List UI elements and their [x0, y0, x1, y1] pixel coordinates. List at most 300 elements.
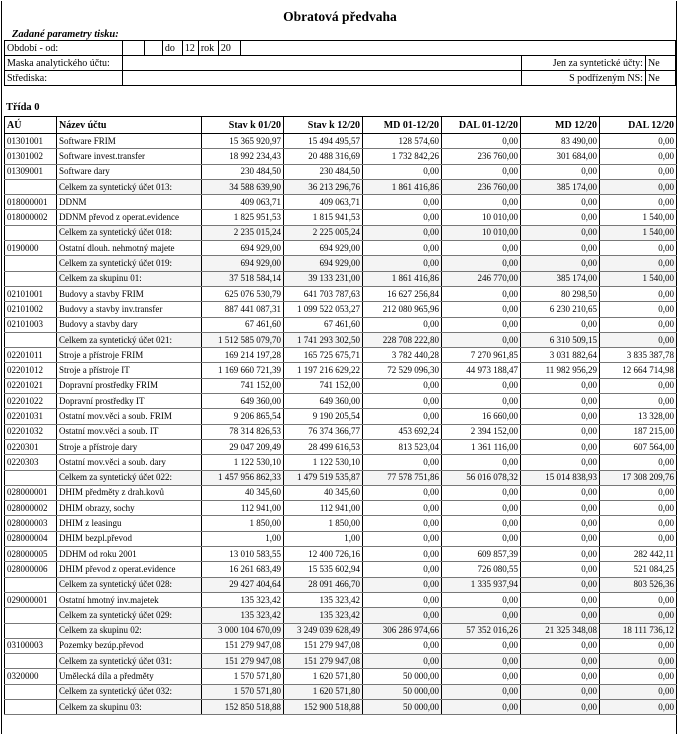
md-month-cell: 0,00 [521, 424, 600, 439]
md-month-cell: 21 325 348,08 [521, 623, 600, 638]
subtotal-row [5, 271, 677, 286]
centers-value [122, 71, 521, 86]
balance-start-cell: 151 279 947,08 [202, 638, 284, 653]
md-period-cell: 50 000,00 [363, 684, 442, 699]
account-name-cell: Celkem za syntetický účet 013: [57, 179, 202, 194]
md-month-cell: 385 174,00 [521, 179, 600, 194]
dal-month-cell: 0,00 [600, 699, 677, 714]
col-header-dal-period: DAL 01-12/20 [442, 117, 521, 134]
balance-end-cell: 649 360,00 [284, 394, 363, 409]
account-name-cell: Celkem za syntetický účet 019: [57, 256, 202, 271]
dal-period-cell: 609 857,39 [442, 547, 521, 562]
balance-end-cell: 12 400 726,16 [284, 547, 363, 562]
dal-month-cell: 0,00 [600, 669, 677, 684]
account-number-cell: 018000001 [5, 195, 57, 210]
account-number-cell: 0190000 [5, 241, 57, 256]
account-number-cell: 02201021 [5, 378, 57, 393]
md-period-cell: 0,00 [363, 317, 442, 332]
dal-period-cell: 10 010,00 [442, 225, 521, 240]
period-from-year [144, 41, 162, 56]
dal-month-cell: 0,00 [600, 501, 677, 516]
dal-period-cell: 0,00 [442, 332, 521, 347]
account-name-cell: Stroje a přístroje IT [57, 363, 202, 378]
md-period-cell: 0,00 [363, 455, 442, 470]
account-name-cell: DHIM bezpl.převod [57, 531, 202, 546]
table-row [5, 501, 677, 516]
table-row [5, 286, 677, 301]
table-row [5, 363, 677, 378]
account-number-cell: 01301002 [5, 149, 57, 164]
md-month-cell: 0,00 [521, 210, 600, 225]
balance-start-cell: 694 929,00 [202, 241, 284, 256]
balance-end-cell: 76 374 366,77 [284, 424, 363, 439]
md-period-cell: 72 529 096,30 [363, 363, 442, 378]
md-period-cell: 1 861 416,86 [363, 179, 442, 194]
balance-end-cell: 15 535 602,94 [284, 562, 363, 577]
subordinate-value: Ne [645, 71, 675, 86]
md-period-cell: 50 000,00 [363, 699, 442, 714]
md-period-cell: 0,00 [363, 531, 442, 546]
dal-period-cell: 0,00 [442, 654, 521, 669]
balance-end-cell: 20 488 316,69 [284, 149, 363, 164]
dal-period-cell: 0,00 [442, 608, 521, 623]
subordinate-label: S podřízeným NS: [522, 71, 646, 86]
balance-end-cell: 694 929,00 [284, 241, 363, 256]
dal-period-cell: 0,00 [442, 485, 521, 500]
balance-end-cell: 135 323,42 [284, 608, 363, 623]
md-month-cell: 0,00 [521, 562, 600, 577]
balance-end-cell: 151 279 947,08 [284, 638, 363, 653]
dal-period-cell: 0,00 [442, 669, 521, 684]
md-month-cell: 0,00 [521, 164, 600, 179]
md-month-cell: 385 174,00 [521, 271, 600, 286]
md-period-cell: 16 627 256,84 [363, 286, 442, 301]
account-number-cell [5, 271, 57, 286]
balance-start-cell: 625 076 530,79 [202, 286, 284, 301]
dal-month-cell: 0,00 [600, 592, 677, 607]
dal-month-cell: 0,00 [600, 241, 677, 256]
subtotal-row [5, 577, 677, 592]
account-name-cell: Celkem za skupinu 03: [57, 699, 202, 714]
md-period-cell: 0,00 [363, 256, 442, 271]
balance-start-cell: 16 261 683,49 [202, 562, 284, 577]
balance-end-cell: 1 850,00 [284, 516, 363, 531]
md-month-cell: 6 310 509,15 [521, 332, 600, 347]
dal-period-cell: 1 361 116,00 [442, 439, 521, 454]
dal-period-cell: 0,00 [442, 317, 521, 332]
md-period-cell: 0,00 [363, 195, 442, 210]
md-month-cell: 0,00 [521, 608, 600, 623]
md-month-cell: 0,00 [521, 684, 600, 699]
dal-period-cell: 0,00 [442, 638, 521, 653]
subtotal-row [5, 332, 677, 347]
dal-month-cell: 0,00 [600, 654, 677, 669]
dal-month-cell: 17 308 209,76 [600, 470, 677, 485]
class-heading: Třída 0 [6, 102, 40, 113]
balance-start-cell: 9 206 865,54 [202, 409, 284, 424]
md-period-cell: 0,00 [363, 654, 442, 669]
md-month-cell: 3 031 882,64 [521, 348, 600, 363]
synthetic-only-value: Ne [645, 56, 675, 71]
dal-month-cell: 282 442,11 [600, 547, 677, 562]
balance-end-cell: 230 484,50 [284, 164, 363, 179]
account-name-cell: Pozemky bezúp.převod [57, 638, 202, 653]
account-number-cell [5, 577, 57, 592]
account-number-cell: 02101002 [5, 302, 57, 317]
md-month-cell: 0,00 [521, 654, 600, 669]
account-name-cell: Stroje a přístroje dary [57, 439, 202, 454]
table-row [5, 562, 677, 577]
col-header-dal-month: DAL 12/20 [600, 117, 677, 134]
balance-end-cell: 9 190 205,54 [284, 409, 363, 424]
account-name-cell: DDNM převod z operat.evidence [57, 210, 202, 225]
dal-period-cell: 0,00 [442, 164, 521, 179]
account-number-cell: 028000005 [5, 547, 57, 562]
dal-period-cell: 16 660,00 [442, 409, 521, 424]
md-month-cell: 0,00 [521, 516, 600, 531]
balance-start-cell: 34 588 639,90 [202, 179, 284, 194]
dal-month-cell: 0,00 [600, 134, 677, 149]
balance-end-cell: 1 620 571,80 [284, 669, 363, 684]
account-number-cell: 028000006 [5, 562, 57, 577]
account-number-cell: 02201011 [5, 348, 57, 363]
balance-end-cell: 1,00 [284, 531, 363, 546]
balance-start-cell: 887 441 087,31 [202, 302, 284, 317]
dal-month-cell: 0,00 [600, 256, 677, 271]
table-row [5, 164, 677, 179]
account-name-cell: DHIM z leasingu [57, 516, 202, 531]
dal-month-cell: 18 111 736,12 [600, 623, 677, 638]
account-name-cell: Software dary [57, 164, 202, 179]
table-row [5, 424, 677, 439]
md-period-cell: 0,00 [363, 241, 442, 256]
centers-label: Střediska: [5, 71, 123, 86]
md-month-cell: 0,00 [521, 241, 600, 256]
balance-end-cell: 39 133 231,00 [284, 271, 363, 286]
table-row [5, 638, 677, 653]
account-number-cell [5, 179, 57, 194]
table-row [5, 195, 677, 210]
md-month-cell: 0,00 [521, 409, 600, 424]
balance-end-cell: 67 461,60 [284, 317, 363, 332]
period-blank [240, 41, 675, 56]
md-period-cell: 0,00 [363, 592, 442, 607]
balance-start-cell: 1,00 [202, 531, 284, 546]
md-month-cell: 0,00 [521, 455, 600, 470]
account-name-cell: Celkem za syntetický účet 032: [57, 684, 202, 699]
md-period-cell: 306 286 974,66 [363, 623, 442, 638]
balance-end-cell: 28 499 616,53 [284, 439, 363, 454]
account-name-cell: Software FRIM [57, 134, 202, 149]
period-from-value [122, 41, 144, 56]
period-label: Období - od: [5, 41, 123, 56]
account-name-cell: Celkem za syntetický účet 028: [57, 577, 202, 592]
account-number-cell [5, 684, 57, 699]
dal-month-cell: 1 540,00 [600, 225, 677, 240]
dal-period-cell: 0,00 [442, 286, 521, 301]
dal-month-cell: 0,00 [600, 485, 677, 500]
dal-period-cell: 57 352 016,26 [442, 623, 521, 638]
account-name-cell: DHIM obrazy, sochy [57, 501, 202, 516]
balance-start-cell: 151 279 947,08 [202, 654, 284, 669]
dal-period-cell: 44 973 188,47 [442, 363, 521, 378]
md-month-cell: 0,00 [521, 225, 600, 240]
balance-start-cell: 37 518 584,14 [202, 271, 284, 286]
balance-end-cell: 2 225 005,24 [284, 225, 363, 240]
balance-start-cell: 18 992 234,43 [202, 149, 284, 164]
md-month-cell: 0,00 [521, 669, 600, 684]
account-name-cell: Budovy a stavby FRIM [57, 286, 202, 301]
dal-period-cell: 246 770,00 [442, 271, 521, 286]
account-number-cell [5, 256, 57, 271]
account-name-cell: Celkem za skupinu 02: [57, 623, 202, 638]
account-number-cell: 02201022 [5, 394, 57, 409]
account-name-cell: Dopravní prostředky FRIM [57, 378, 202, 393]
dal-month-cell: 0,00 [600, 638, 677, 653]
account-name-cell: Ostatní mov.věci a soub. IT [57, 424, 202, 439]
account-name-cell: Umělecká díla a předměty [57, 669, 202, 684]
balance-start-cell: 1 122 530,10 [202, 455, 284, 470]
md-period-cell: 128 574,60 [363, 134, 442, 149]
md-period-cell: 228 708 222,80 [363, 332, 442, 347]
md-period-cell: 0,00 [363, 638, 442, 653]
balance-end-cell: 28 091 466,70 [284, 577, 363, 592]
dal-period-cell: 0,00 [442, 195, 521, 210]
subtotal-row [5, 179, 677, 194]
md-month-cell: 0,00 [521, 256, 600, 271]
table-row [5, 134, 677, 149]
account-number-cell: 028000003 [5, 516, 57, 531]
balance-start-cell: 1 457 956 862,33 [202, 470, 284, 485]
account-name-cell: Celkem za syntetický účet 022: [57, 470, 202, 485]
balance-end-cell: 3 249 039 628,49 [284, 623, 363, 638]
balance-start-cell: 230 484,50 [202, 164, 284, 179]
dal-period-cell: 2 394 152,00 [442, 424, 521, 439]
account-number-cell [5, 699, 57, 714]
balance-start-cell: 29 047 209,49 [202, 439, 284, 454]
md-period-cell: 0,00 [363, 394, 442, 409]
subtotal-row [5, 684, 677, 699]
params-row-period [5, 41, 676, 56]
balance-end-cell: 641 703 787,63 [284, 286, 363, 301]
md-period-cell: 1 732 842,26 [363, 149, 442, 164]
account-name-cell: Ostatní hmotný inv.majetek [57, 592, 202, 607]
md-period-cell: 0,00 [363, 210, 442, 225]
dal-month-cell: 3 835 387,78 [600, 348, 677, 363]
balance-start-cell: 2 235 015,24 [202, 225, 284, 240]
dal-period-cell: 236 760,00 [442, 149, 521, 164]
dal-month-cell: 1 540,00 [600, 271, 677, 286]
dal-period-cell: 0,00 [442, 256, 521, 271]
md-month-cell: 6 230 210,65 [521, 302, 600, 317]
table-row [5, 547, 677, 562]
dal-period-cell: 236 760,00 [442, 179, 521, 194]
md-period-cell: 0,00 [363, 577, 442, 592]
table-row [5, 241, 677, 256]
md-period-cell: 0,00 [363, 378, 442, 393]
md-month-cell: 0,00 [521, 485, 600, 500]
account-name-cell: Celkem za syntetický účet 018: [57, 225, 202, 240]
account-name-cell: Software invest.transfer [57, 149, 202, 164]
balance-start-cell: 1 825 951,53 [202, 210, 284, 225]
account-name-cell: DDNM [57, 195, 202, 210]
account-number-cell: 02201031 [5, 409, 57, 424]
account-number-cell: 029000001 [5, 592, 57, 607]
report-title: Obratová předvaha [283, 9, 397, 24]
balance-start-cell: 649 360,00 [202, 394, 284, 409]
balance-end-cell: 36 213 296,76 [284, 179, 363, 194]
md-period-cell: 813 523,04 [363, 439, 442, 454]
md-month-cell: 0,00 [521, 195, 600, 210]
table-row [5, 348, 677, 363]
col-header-md-period: MD 01-12/20 [363, 117, 442, 134]
md-month-cell: 0,00 [521, 439, 600, 454]
dal-month-cell: 12 664 714,98 [600, 363, 677, 378]
dal-month-cell: 1 540,00 [600, 210, 677, 225]
account-name-cell: DDHM od roku 2001 [57, 547, 202, 562]
account-number-cell: 02201032 [5, 424, 57, 439]
md-period-cell: 0,00 [363, 409, 442, 424]
balance-end-cell: 151 279 947,08 [284, 654, 363, 669]
md-period-cell: 77 578 751,86 [363, 470, 442, 485]
account-number-cell [5, 608, 57, 623]
balance-start-cell: 135 323,42 [202, 592, 284, 607]
table-header-row [5, 117, 677, 134]
balance-start-cell: 13 010 583,55 [202, 547, 284, 562]
table-row [5, 409, 677, 424]
period-year-value: 20 [218, 41, 240, 56]
account-name-cell: Budovy a stavby inv.transfer [57, 302, 202, 317]
md-period-cell: 0,00 [363, 547, 442, 562]
balance-end-cell: 409 063,71 [284, 195, 363, 210]
table-row [5, 592, 677, 607]
balance-end-cell: 1 620 571,80 [284, 684, 363, 699]
period-to-label: do [162, 41, 182, 56]
dal-month-cell: 521 084,25 [600, 562, 677, 577]
md-period-cell: 0,00 [363, 608, 442, 623]
dal-period-cell: 0,00 [442, 455, 521, 470]
account-number-cell [5, 225, 57, 240]
account-name-cell: Ostatní dlouh. nehmotný majete [57, 241, 202, 256]
md-month-cell: 0,00 [521, 638, 600, 653]
balance-start-cell: 78 314 826,53 [202, 424, 284, 439]
col-header-balance-start: Stav k 01/20 [202, 117, 284, 134]
account-number-cell: 028000004 [5, 531, 57, 546]
account-name-cell: Celkem za syntetický účet 021: [57, 332, 202, 347]
mask-value [122, 56, 521, 71]
account-number-cell: 02201012 [5, 363, 57, 378]
params-row-centers [5, 71, 676, 86]
md-month-cell: 11 982 956,29 [521, 363, 600, 378]
balance-start-cell: 1 570 571,80 [202, 669, 284, 684]
subtotal-row [5, 654, 677, 669]
table-row [5, 302, 677, 317]
md-month-cell: 301 684,00 [521, 149, 600, 164]
md-period-cell: 0,00 [363, 516, 442, 531]
balance-start-cell: 152 850 518,88 [202, 699, 284, 714]
dal-month-cell: 0,00 [600, 317, 677, 332]
md-month-cell: 0,00 [521, 592, 600, 607]
dal-period-cell: 0,00 [442, 592, 521, 607]
col-header-au: AÚ [5, 117, 57, 134]
account-name-cell: DHIM předměty z drah.kovů [57, 485, 202, 500]
balance-start-cell: 15 365 920,97 [202, 134, 284, 149]
dal-period-cell: 726 080,55 [442, 562, 521, 577]
balance-end-cell: 135 323,42 [284, 592, 363, 607]
md-month-cell: 0,00 [521, 699, 600, 714]
dal-period-cell: 0,00 [442, 394, 521, 409]
account-name-cell: Celkem za skupinu 01: [57, 271, 202, 286]
dal-month-cell: 0,00 [600, 179, 677, 194]
balance-start-cell: 741 152,00 [202, 378, 284, 393]
dal-month-cell: 0,00 [600, 149, 677, 164]
dal-month-cell: 13 328,00 [600, 409, 677, 424]
subtotal-row [5, 623, 677, 638]
col-header-account-name: Název účtu [57, 117, 202, 134]
account-number-cell: 028000002 [5, 501, 57, 516]
balance-start-cell: 1 850,00 [202, 516, 284, 531]
balance-start-cell: 1 169 660 721,39 [202, 363, 284, 378]
md-period-cell: 212 080 965,96 [363, 302, 442, 317]
md-month-cell: 0,00 [521, 577, 600, 592]
dal-period-cell: 7 270 961,85 [442, 348, 521, 363]
dal-month-cell: 0,00 [600, 684, 677, 699]
md-period-cell: 0,00 [363, 562, 442, 577]
params-row-mask [5, 56, 676, 71]
account-number-cell: 028000001 [5, 485, 57, 500]
trial-balance-table [4, 116, 677, 715]
account-number-cell [5, 623, 57, 638]
account-number-cell: 01301001 [5, 134, 57, 149]
md-month-cell: 0,00 [521, 547, 600, 562]
synthetic-only-label: Jen za syntetické účty: [522, 56, 646, 71]
balance-start-cell: 694 929,00 [202, 256, 284, 271]
dal-month-cell: 0,00 [600, 394, 677, 409]
mask-label: Maska analytického účtu: [5, 56, 123, 71]
table-row [5, 317, 677, 332]
md-period-cell: 0,00 [363, 164, 442, 179]
balance-end-cell: 1 741 293 302,50 [284, 332, 363, 347]
dal-month-cell: 0,00 [600, 531, 677, 546]
md-month-cell: 0,00 [521, 317, 600, 332]
balance-end-cell: 741 152,00 [284, 378, 363, 393]
table-row [5, 485, 677, 500]
table-row [5, 455, 677, 470]
balance-end-cell: 165 725 675,71 [284, 348, 363, 363]
parameters-table [4, 40, 676, 86]
parameters-heading: Zadané parametry tisku: [12, 29, 119, 40]
balance-start-cell: 67 461,60 [202, 317, 284, 332]
md-period-cell: 0,00 [363, 501, 442, 516]
account-name-cell: Celkem za syntetický účet 031: [57, 654, 202, 669]
dal-month-cell: 0,00 [600, 195, 677, 210]
dal-month-cell: 0,00 [600, 378, 677, 393]
dal-period-cell: 0,00 [442, 501, 521, 516]
account-number-cell: 0220303 [5, 455, 57, 470]
account-number-cell: 0220301 [5, 439, 57, 454]
account-name-cell: Ostatní mov.věci a soub. FRIM [57, 409, 202, 424]
balance-end-cell: 40 345,60 [284, 485, 363, 500]
account-name-cell: Dopravní prostředky IT [57, 394, 202, 409]
md-month-cell: 80 298,50 [521, 286, 600, 301]
period-year-label: rok [198, 41, 218, 56]
dal-period-cell: 0,00 [442, 531, 521, 546]
balance-end-cell: 1 122 530,10 [284, 455, 363, 470]
balance-end-cell: 15 494 495,57 [284, 134, 363, 149]
account-number-cell: 03100003 [5, 638, 57, 653]
period-to-value: 12 [182, 41, 198, 56]
account-number-cell: 02101001 [5, 286, 57, 301]
